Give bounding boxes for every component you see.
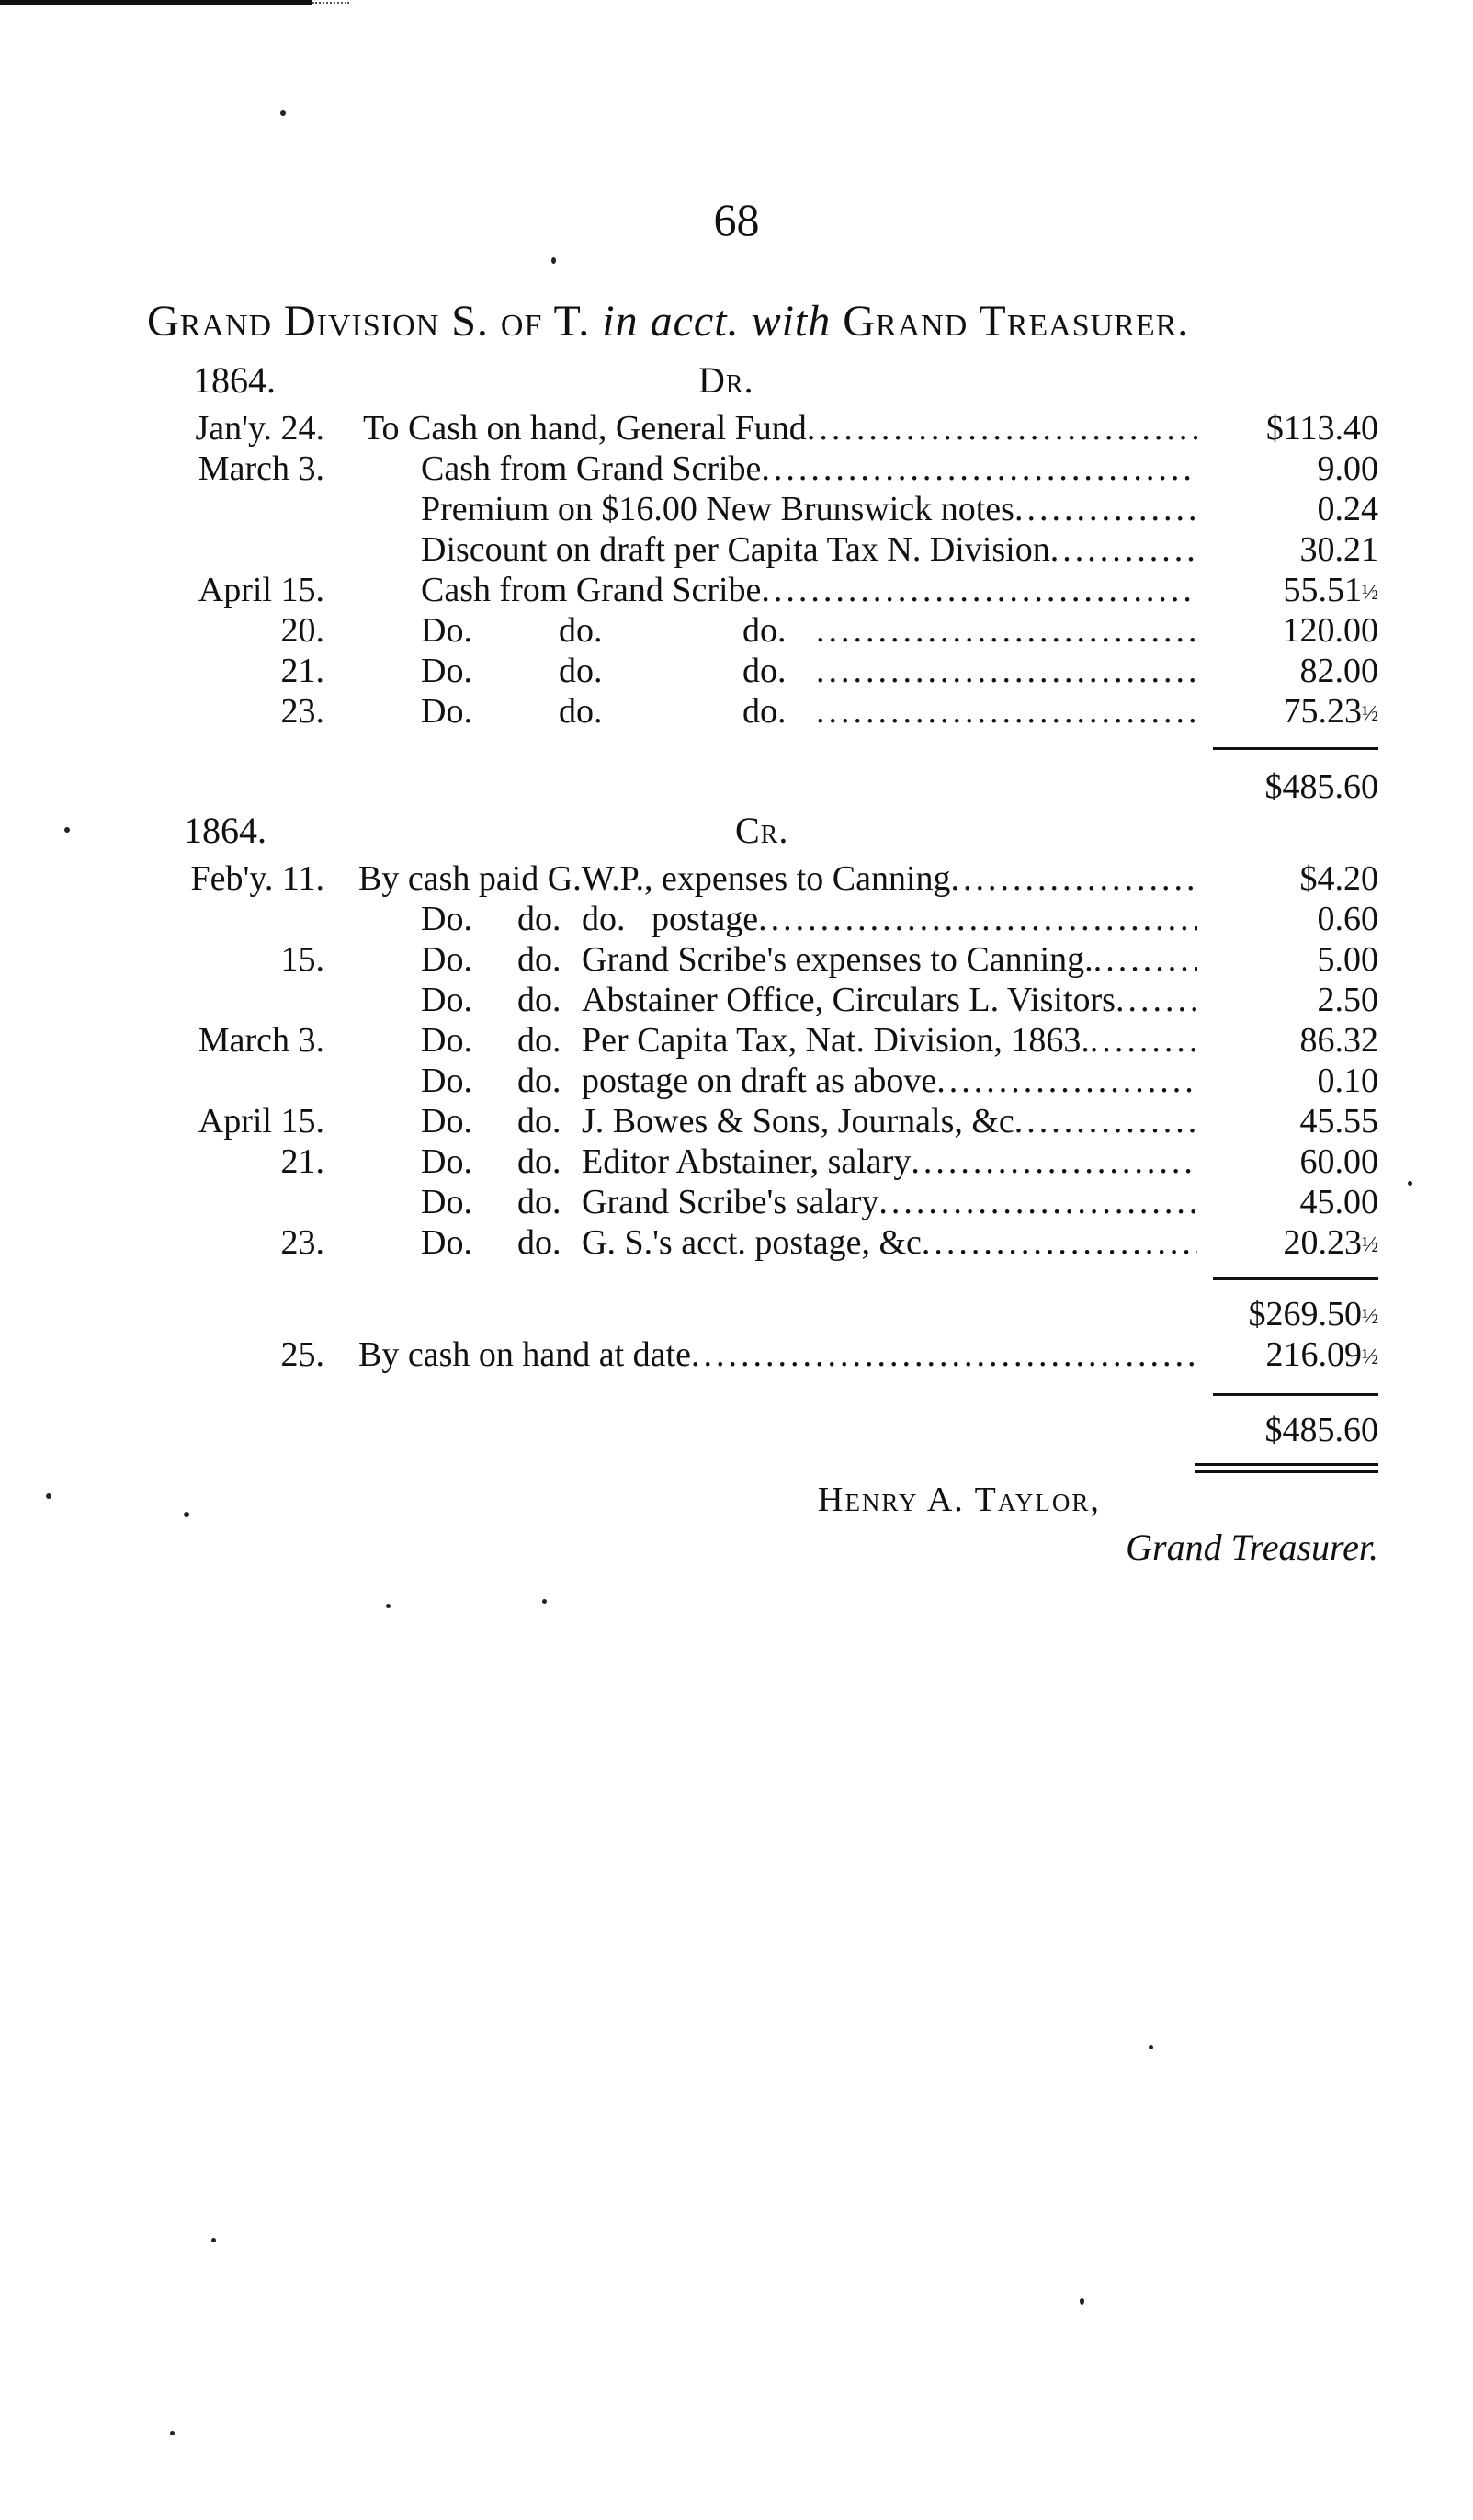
entry-amount [1284, 570, 1379, 613]
ledger-row [0, 1222, 1473, 1263]
dot-leader [816, 651, 1197, 691]
credit-subtotal-fraction: ½ [1362, 1305, 1378, 1329]
entry-amount [1318, 1061, 1379, 1101]
entry-date: Feb'y. 11. [190, 859, 324, 898]
credit-total-rule [1213, 1393, 1378, 1396]
dot-leader [1116, 980, 1197, 1020]
amount-value: 9.00 [1317, 449, 1378, 488]
amount-fraction: ½ [1362, 702, 1378, 726]
ledger-row [0, 899, 1473, 939]
ditto-mark: Do. [421, 1223, 472, 1262]
entry-date: March 3. [198, 1021, 324, 1060]
print-speck [542, 1599, 547, 1604]
amount-value: 45.00 [1299, 1183, 1378, 1221]
ditto-mark: Do. [421, 981, 472, 1019]
heading-part: S. [439, 297, 501, 346]
entry-text: do. postage [582, 900, 759, 938]
entry-description [358, 858, 1197, 899]
entry-amount [1318, 448, 1379, 489]
dot-leader [1093, 939, 1197, 980]
top-border-dots [312, 2, 349, 4]
dot-leader [758, 899, 1197, 939]
amount-value: 2.50 [1317, 981, 1378, 1019]
ditto-mark: Do. [421, 611, 472, 650]
entry-description [421, 939, 1197, 980]
entry-description [421, 691, 1197, 732]
ledger-row [0, 610, 1473, 651]
print-speck [64, 827, 70, 833]
entry-amount [1300, 858, 1379, 899]
amount-value: 0.60 [1317, 900, 1378, 938]
entry-description [421, 1101, 1197, 1141]
heading-part: of [500, 297, 543, 346]
debit-total: $485.60 [1264, 767, 1378, 806]
dot-leader [691, 1334, 1197, 1375]
amount-value: 60.00 [1299, 1142, 1378, 1181]
entry-description [358, 1334, 1197, 1375]
entry-text: J. Bowes & Sons, Journals, &c [582, 1102, 1014, 1141]
entry-text: By cash paid G.W.P., expenses to Canning [358, 859, 951, 898]
ledger-row [0, 1182, 1473, 1222]
account-heading [147, 296, 1378, 346]
ditto-mark: Do. [421, 1021, 472, 1060]
entry-text: To Cash on hand, General Fund [363, 409, 807, 448]
dot-leader [816, 691, 1197, 732]
ledger-row [0, 1061, 1473, 1101]
entry-text: Abstainer Office, Circulars L. Visitors [582, 981, 1116, 1019]
entry-text: G. S.'s acct. postage, &c [582, 1223, 922, 1262]
debit-label: Dr. [698, 359, 754, 401]
entry-description [421, 980, 1197, 1020]
entry-amount [1300, 1101, 1379, 1141]
entry-text: postage on draft as above [582, 1061, 937, 1100]
dot-leader [878, 1182, 1197, 1222]
entry-description [421, 1020, 1197, 1061]
ditto-mark: Do. [421, 1142, 472, 1181]
entry-date: April 15. [198, 571, 324, 609]
top-border-rule [0, 0, 312, 5]
entry-date: 21. [280, 1142, 324, 1181]
entry-description [421, 570, 1197, 610]
entry-date: 23. [280, 1223, 324, 1262]
entry-date: 15. [280, 940, 324, 979]
heading-part: Grand Division [147, 297, 440, 346]
entry-amount [1284, 691, 1379, 734]
ditto-mark: do. [517, 1183, 561, 1221]
ditto-mark: do. [559, 652, 603, 690]
ditto-mark: do. [517, 981, 561, 1019]
credit-label: Cr. [735, 810, 789, 851]
amount-value: 30.21 [1299, 530, 1378, 569]
dot-leader [911, 1141, 1197, 1182]
entry-description [421, 448, 1197, 489]
ledger-row [0, 1020, 1473, 1061]
entry-date: March 3. [198, 449, 324, 488]
amount-value: 216.09 [1265, 1335, 1362, 1374]
credit-total-double-rule [1195, 1463, 1378, 1466]
entry-date: 21. [280, 652, 324, 690]
debit-total-rule [1213, 747, 1378, 750]
ledger-row [0, 939, 1473, 980]
dot-leader [761, 570, 1197, 610]
on-hand-row [0, 1334, 1473, 1375]
entry-date: 23. [280, 692, 324, 731]
credit-year: 1864. [184, 810, 266, 851]
ditto-mark: do. [742, 692, 787, 731]
heading-part: in acct. with [602, 297, 832, 346]
entry-text: Grand Scribe's salary [582, 1183, 879, 1221]
entry-amount [1300, 529, 1379, 570]
print-speck [46, 1493, 51, 1499]
ledger-row [0, 1141, 1473, 1182]
ditto-mark: do. [517, 900, 561, 938]
print-speck [170, 2431, 175, 2435]
entry-text: Cash from Grand Scribe [421, 571, 762, 609]
entry-date: April 15. [198, 1102, 324, 1141]
debit-year: 1864. [193, 359, 276, 401]
dot-leader [1014, 1101, 1197, 1141]
entry-text: Premium on $16.00 New Brunswick notes [421, 490, 1014, 528]
credit-subtotal [1249, 1294, 1379, 1334]
ditto-mark: do. [517, 1021, 561, 1060]
amount-value: 0.24 [1317, 490, 1378, 528]
entry-date: Jan'y. 24. [195, 409, 324, 448]
print-speck [280, 110, 286, 116]
ledger-row [0, 448, 1473, 489]
ditto-mark: Do. [421, 940, 472, 979]
ditto-mark: do. [517, 940, 561, 979]
entry-amount [1318, 980, 1379, 1020]
credit-subtotal-rule [1213, 1277, 1378, 1280]
ditto-mark: Do. [421, 692, 472, 731]
dot-leader [922, 1222, 1197, 1263]
amount-value: 45.55 [1299, 1102, 1378, 1141]
ditto-mark: do. [517, 1142, 561, 1181]
credit-subtotal-value: $269.50 [1248, 1295, 1362, 1334]
heading-part: T. [542, 297, 603, 346]
print-speck [211, 2238, 216, 2242]
amount-fraction: ½ [1362, 581, 1378, 605]
entry-description [421, 610, 1197, 651]
entry-text: Discount on draft per Capita Tax N. Division [421, 530, 1050, 569]
entry-description [421, 529, 1197, 570]
ditto-mark: do. [742, 652, 787, 690]
dot-leader [936, 1061, 1197, 1101]
entry-amount [1318, 489, 1379, 529]
entry-text: Grand Scribe's expenses to Canning. [582, 940, 1093, 979]
ditto-mark: Do. [421, 900, 472, 938]
entry-date: 25. [280, 1335, 324, 1374]
amount-value: 5.00 [1317, 940, 1378, 979]
ditto-mark: Do. [421, 1061, 472, 1100]
signature-title: Grand Treasurer. [1126, 1527, 1378, 1568]
amount-value: 120.00 [1282, 611, 1378, 650]
dot-leader [1050, 529, 1197, 570]
ditto-mark: do. [517, 1223, 561, 1262]
ditto-mark: Do. [421, 1102, 472, 1141]
ditto-mark: do. [559, 692, 603, 731]
entry-date: 20. [280, 611, 324, 650]
signature-name: Henry A. Taylor, [818, 1481, 1101, 1519]
dot-leader [816, 610, 1197, 651]
page-number: 68 [713, 194, 760, 245]
dot-leader [1090, 1020, 1197, 1061]
amount-value: 20.23 [1283, 1223, 1362, 1262]
ledger-row [0, 408, 1473, 448]
print-speck [386, 1604, 391, 1608]
ditto-mark: do. [559, 611, 603, 650]
ditto-mark: Do. [421, 1183, 472, 1221]
amount-value: 86.32 [1299, 1021, 1378, 1060]
entry-text: Per Capita Tax, Nat. Division, 1863. [582, 1021, 1090, 1060]
amount-value: $113.40 [1265, 409, 1378, 448]
entry-description [421, 1222, 1197, 1263]
ditto-mark: Do. [421, 652, 472, 690]
ledger-row [0, 980, 1473, 1020]
amount-value: 0.10 [1317, 1061, 1378, 1100]
print-speck [184, 1512, 189, 1517]
entry-description [421, 489, 1197, 529]
dot-leader [1014, 489, 1197, 529]
entry-amount [1318, 899, 1379, 939]
entry-description [421, 1061, 1197, 1101]
amount-value: $4.20 [1299, 859, 1378, 898]
entry-amount [1318, 939, 1379, 980]
entry-text: By cash on hand at date [358, 1335, 691, 1374]
amount-value: 55.51 [1283, 571, 1362, 609]
amount-value: 75.23 [1283, 692, 1362, 731]
credit-total: $485.60 [1264, 1411, 1378, 1449]
heading-part: Grand Treasurer. [831, 297, 1190, 346]
ledger-row [0, 651, 1473, 691]
print-speck [1149, 2045, 1153, 2049]
ditto-mark: do. [517, 1061, 561, 1100]
entry-description [421, 1141, 1197, 1182]
print-speck [1080, 2298, 1084, 2305]
ledger-row [0, 489, 1473, 529]
credit-total-double-rule [1195, 1470, 1378, 1473]
entry-amount [1284, 1222, 1379, 1266]
ledger-row [0, 858, 1473, 899]
entry-description [421, 651, 1197, 691]
ledger-row [0, 529, 1473, 570]
entry-amount [1300, 1020, 1379, 1061]
entry-text: Editor Abstainer, salary [582, 1142, 912, 1181]
entry-description [363, 408, 1197, 448]
entry-amount [1283, 610, 1379, 651]
entry-amount [1300, 651, 1379, 691]
amount-fraction: ½ [1362, 1233, 1378, 1257]
dot-leader [807, 408, 1197, 448]
entry-description [421, 899, 1197, 939]
entry-amount [1300, 1182, 1379, 1222]
entry-description [421, 1182, 1197, 1222]
entry-text: Cash from Grand Scribe [421, 449, 762, 488]
ledger-row [0, 570, 1473, 610]
print-speck [551, 257, 556, 264]
entry-amount [1266, 408, 1378, 448]
amount-fraction: ½ [1362, 1345, 1378, 1369]
ledger-row [0, 691, 1473, 732]
dot-leader [951, 858, 1197, 899]
ditto-mark: do. [742, 611, 787, 650]
entry-amount [1300, 1141, 1379, 1182]
entry-amount [1266, 1334, 1379, 1378]
amount-value: 82.00 [1299, 652, 1378, 690]
dot-leader [761, 448, 1197, 489]
ditto-mark: do. [517, 1102, 561, 1141]
ledger-row [0, 1101, 1473, 1141]
